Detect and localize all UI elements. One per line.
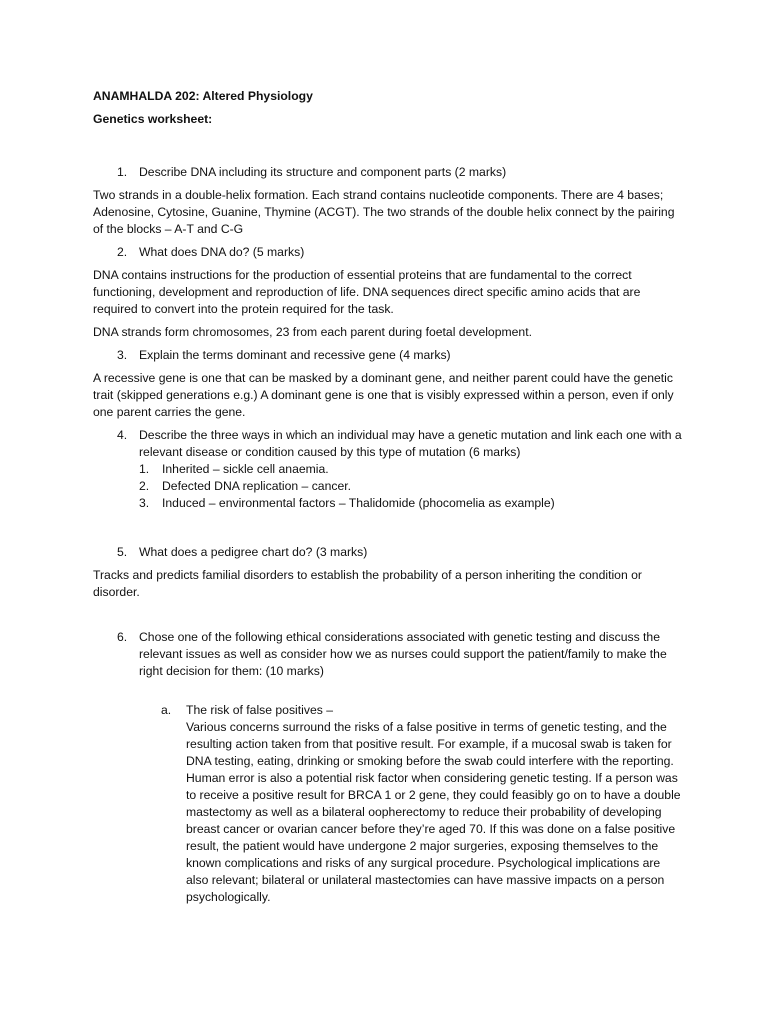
question-number: 5. (117, 545, 128, 559)
sub-list-text: Inherited – sickle cell anaemia. (162, 462, 329, 476)
question-text: Describe DNA including its structure and component parts (2 marks) (139, 165, 507, 179)
question-number: 3. (117, 348, 128, 362)
alpha-list-heading: The risk of false positives – (186, 703, 333, 717)
question-2 (93, 244, 683, 261)
document-title: ANAMHALDA 202: Altered Physiology (93, 89, 313, 103)
document-body (93, 88, 683, 906)
question-number: 1. (117, 165, 128, 179)
alpha-list-marker: a. (161, 703, 172, 717)
question-1 (93, 164, 683, 181)
sub-list-text: Defected DNA replication – cancer. (162, 479, 352, 493)
sub-list-text: Induced – environmental factors – Thalidomide (phocomelia as example) (162, 496, 555, 510)
alpha-list-item (93, 702, 683, 906)
alpha-list-body: Various concerns surround the risks of a false positive in terms of genetic testing, and the resulting action taken from that positive result. For example, if a mucosal swab is taken for DNA testing, eating, drinking or smoking before the swab could interfere with the reporting. Human error is also a potential risk factor when considering genetic testing. If a person was to receive a positive result for BRCA 1 or 2 gene, they could feasibly go on to have a double mastectomy as well as a bilateral oopherectomy to reduce their probability of developing breast cancer or ovarian cancer before they’re aged 70. If this was done on a false positive result, the patient would have undergone 2 major surgeries, exposing themselves to the known complications and risks of any surgical procedure. Psychological implications are also relevant; bilateral or unilateral mastectomies can have massive impacts on a person psychologically. (186, 720, 681, 904)
sub-list-number: 2. (139, 479, 150, 493)
question-3 (93, 347, 683, 364)
question-number: 2. (117, 245, 128, 259)
answer-paragraph: Two strands in a double-helix formation. Each strand contains nucleotide components. There are 4 bases; Adenosine, Cytosine, Guanine, Thymine (ACGT). The two strands of the double helix connect by the pairing of the blocks – A-T and C-G (93, 188, 675, 236)
question-text: Explain the terms dominant and recessive gene (4 marks) (139, 348, 451, 362)
sub-list-item (93, 478, 683, 495)
question-text: What does a pedigree chart do? (3 marks) (139, 545, 368, 559)
sub-list-item (93, 495, 683, 512)
question-text: What does DNA do? (5 marks) (139, 245, 305, 259)
answer-paragraph: DNA contains instructions for the production of essential proteins that are fundamental to the correct functioning, development and reproduction of life. DNA sequences direct specific amino acids that are required to convert into the protein required for the task. (93, 268, 641, 316)
question-5 (93, 544, 683, 561)
question-4 (93, 427, 683, 461)
sub-list-number: 3. (139, 496, 150, 510)
answer-paragraph: A recessive gene is one that can be masked by a dominant gene, and neither parent could have the genetic trait (skipped generations e.g.) A dominant gene is one that is visibly expressed within a person, even if only one parent carries the gene. (93, 371, 674, 419)
question-6 (93, 629, 683, 680)
question-text: Chose one of the following ethical considerations associated with genetic testing and discuss the relevant issues as well as consider how we as nurses could support the patient/family to make the right decision for them: (10 marks) (139, 630, 667, 678)
sub-list-item (93, 461, 683, 478)
question-text: Describe the three ways in which an individual may have a genetic mutation and link each one with a relevant disease or condition caused by this type of mutation (6 marks) (139, 428, 682, 459)
question-number: 6. (117, 630, 128, 644)
answer-paragraph: Tracks and predicts familial disorders to establish the probability of a person inheriting the condition or disorder. (93, 568, 642, 599)
answer-paragraph: DNA strands form chromosomes, 23 from each parent during foetal development. (93, 325, 532, 339)
question-number: 4. (117, 428, 128, 442)
sub-list-number: 1. (139, 462, 150, 476)
document-subtitle: Genetics worksheet: (93, 112, 213, 126)
